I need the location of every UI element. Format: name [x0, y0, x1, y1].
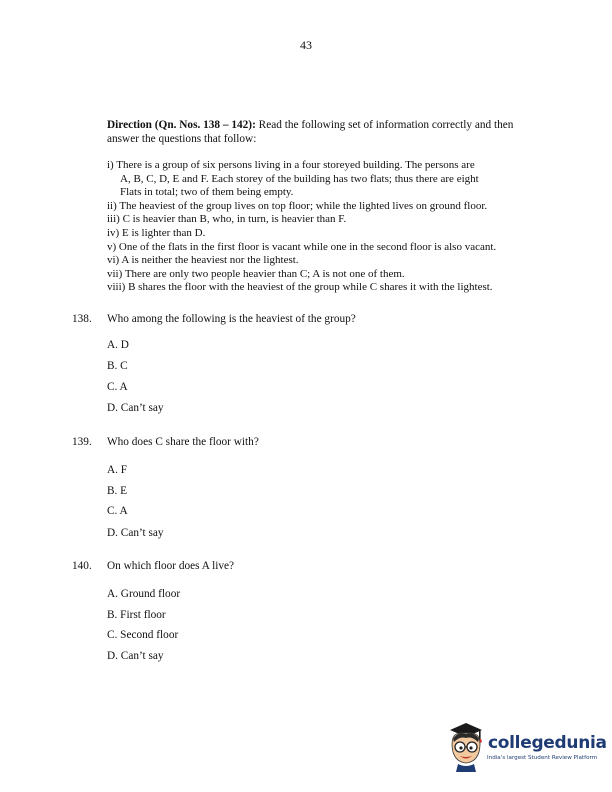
option-c: C. A [107, 505, 128, 517]
info-line: viii) B shares the floor with the heaviest of the group while C shares it with the lightest. [107, 281, 493, 294]
option-d: D. Can’t say [107, 527, 164, 539]
information-list [107, 159, 547, 295]
option-d: D. Can’t say [107, 402, 164, 414]
page-number: 43 [300, 38, 312, 52]
direction-heading: Direction (Qn. Nos. 138 – 142): [107, 119, 256, 131]
option-d: D. Can’t say [107, 650, 164, 662]
option-b: B. C [107, 360, 128, 372]
option-a: A. F [107, 464, 128, 476]
direction-paragraph [107, 118, 547, 146]
logo-tagline: India's largest Student Review Platform [487, 755, 598, 761]
question-text: Who does C share the floor with? [107, 436, 259, 448]
info-line: iii) C is heavier than B, who, in turn, is heavier than F. [107, 213, 347, 226]
question-number: 140. [72, 560, 92, 572]
info-line: v) One of the flats in the first floor is vacant while one in the second floor is also vacant. [107, 240, 497, 253]
logo-wordmark: collegedunia [488, 733, 607, 753]
question-number: 139. [72, 436, 92, 448]
collegedunia-logo [446, 722, 607, 772]
info-line: Flats in total; two of them being empty. [120, 186, 294, 199]
option-c: C. A [107, 381, 128, 393]
option-c: C. Second floor [107, 629, 179, 641]
info-line: ii) The heaviest of the group lives on top floor; while the lighted lives on ground floor. [107, 199, 488, 212]
info-line: vii) There are only two people heavier than C; A is not one of them. [107, 267, 405, 280]
option-b: B. E [107, 485, 128, 497]
question-140 [72, 560, 234, 572]
info-line: i) There is a group of six persons living in a four storeyed building. The persons are [107, 159, 475, 171]
option-a: A. Ground floor [107, 588, 181, 600]
info-line: iv) E is lighter than D. [107, 226, 206, 239]
question-text: Who among the following is the heaviest of the group? [107, 313, 356, 325]
option-b: B. First floor [107, 609, 166, 621]
mascot-icon [446, 722, 486, 772]
info-line: vi) A is neither the heaviest nor the lightest. [107, 254, 299, 267]
option-a: A. D [107, 339, 129, 351]
question-138 [72, 313, 356, 325]
question-139 [72, 436, 259, 448]
question-text: On which floor does A live? [107, 560, 235, 572]
direction-text: Read the following set of information correctly and then [255, 119, 514, 131]
direction-text-2: answer the questions that follow: [107, 133, 257, 145]
info-line: A, B, C, D, E and F. Each storey of the building has two flats; thus there are eight [120, 172, 479, 185]
question-number: 138. [72, 313, 92, 325]
